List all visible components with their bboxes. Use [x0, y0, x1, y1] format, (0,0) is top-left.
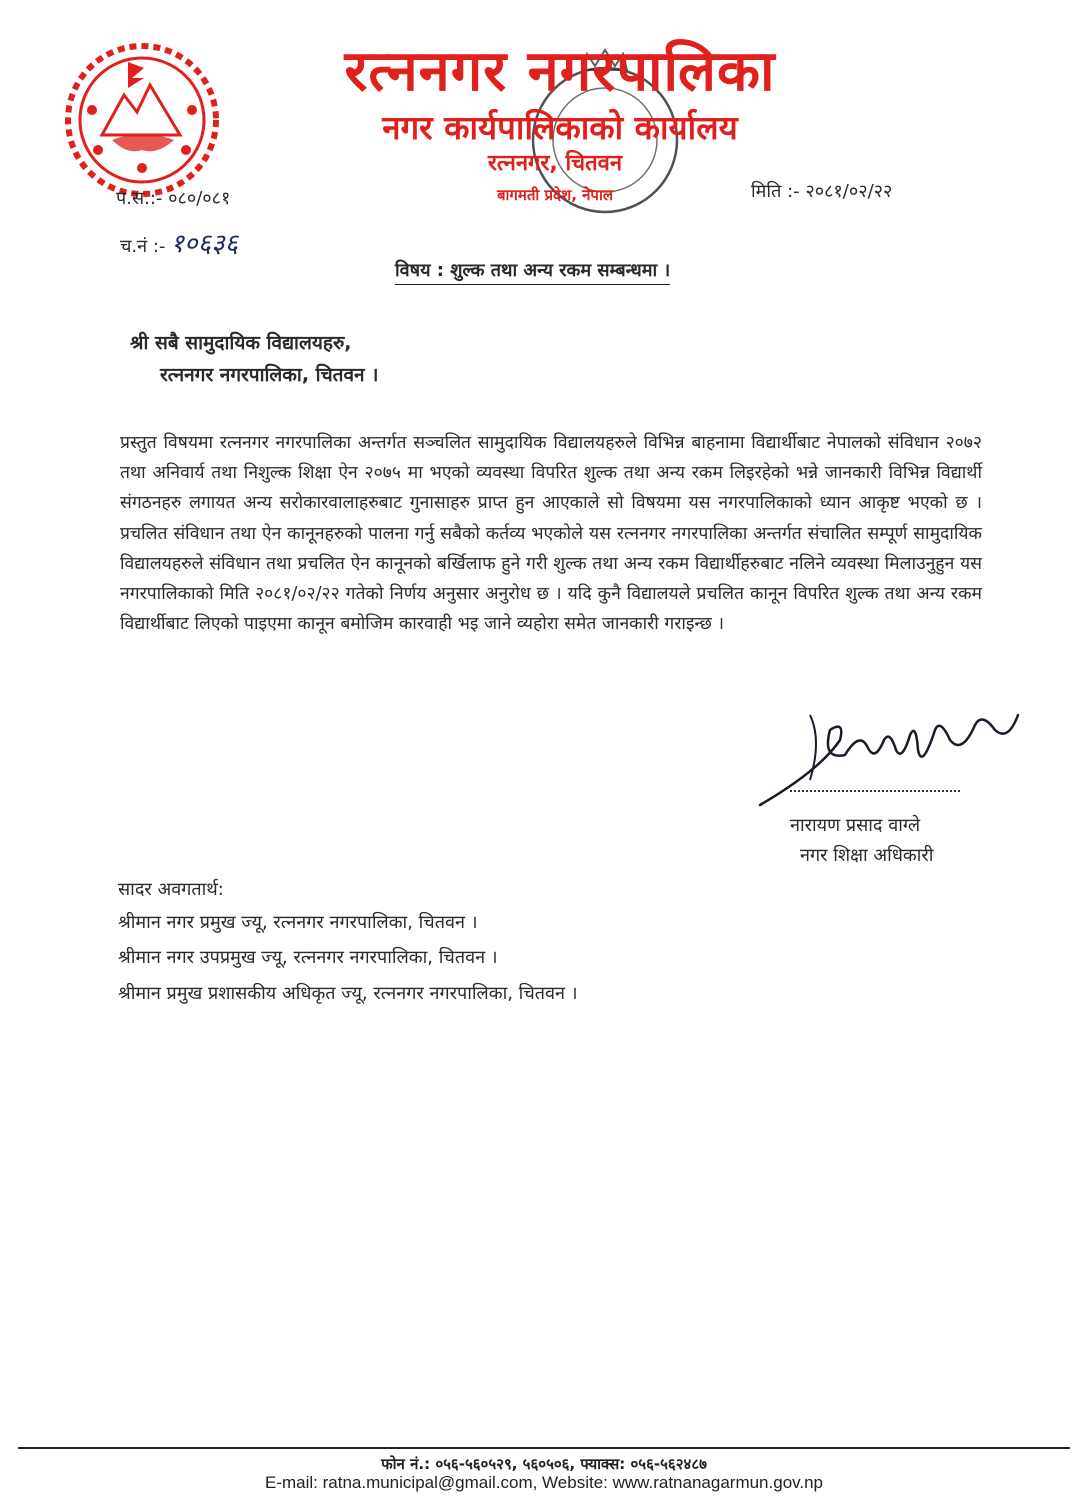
- addressee-line-1: श्री सबै सामुदायिक विद्यालयहरु,: [130, 332, 352, 354]
- signatory-name: नारायण प्रसाद वाग्ले: [790, 815, 921, 836]
- dispatch-number-row: [120, 224, 238, 260]
- letter-subject: विषय : शुल्क तथा अन्य रकम सम्बन्धमा ।: [395, 258, 670, 285]
- signature-line: [790, 790, 960, 792]
- office-address: बागमती प्रदेश, नेपाल: [496, 186, 614, 204]
- letter-body: प्रस्तुत विषयमा रत्ननगर नगरपालिका अन्तर्गत सञ्चलित सामुदायिक विद्यालयहरुले विभिन्न बाहनामा विद्यार्थीबाट नेपालको संविधान २०७२ तथा अनिवार्य तथा निशुल्क शिक्षा ऐन २०७५ मा भएको व्यवस्था विपरित शुल्क तथा अन्य रकम लिइरहेको भन्ने जानकारी विभिन्न विद्यार्थी संगठनहरु लगायत अन्य सरोकारवालाहरुबाट गुनासाहरु प्राप्त हुन आएकाले सो विषयमा यस नगरपालिकाको ध्यान आकृष्ट भएको छ । प्रचलित संविधान तथा ऐन कानूनहरुको पालना गर्नु सबैको कर्तव्य भएकोले यस रत्ननगर नगरपालिका अन्तर्गत संचालित सम्पूर्ण सामुदायिक विद्यालयहरुले संविधान तथा प्रचलित ऐन कानूनको बर्खिलाफ हुने गरी शुल्क तथा अन्य रकम विद्यार्थीहरुबाट नलिने व्यवस्था मिलाउनुहुन यस नगरपालिकाको मिति २०८१/०२/२२ गतेको निर्णय अनुसार अनुरोध छ । यदि कुनै विद्यालयले प्रचलित कानून विपरित शुल्क तथा अन्य रकम विद्यार्थीबाट लिएको पाइएमा कानून बमोजिम कारवाही भइ जाने व्यहोरा समेत जानकारी गराइन्छ ।: [120, 433, 982, 635]
- municipality-title: रत्ननगर नगरपालिका: [344, 39, 776, 104]
- handwritten-signature-icon: [750, 700, 1040, 810]
- nepal-government-emblem-icon: [62, 40, 222, 200]
- fiscal-year: प.स.:- ०८०/०८१: [116, 188, 231, 209]
- dispatch-number: १०६३६: [170, 229, 239, 259]
- office-city: रत्ननगर, चितवन: [487, 151, 623, 176]
- footer-contact: E-mail: ratna.municipal@gmail.com, Website: www.ratnanagarmun.gov.np: [264, 1473, 824, 1492]
- footer-divider: [18, 1447, 1070, 1449]
- cc-item: श्रीमान नगर उपप्रमुख ज्यू, रत्ननगर नगरपालिका, चितवन ।: [118, 947, 498, 968]
- footer-phone: फोन नं.: ०५६-५६०५२९, ५६०५०६, फ्याक्स: ०५६-५६२४८७: [381, 1455, 707, 1473]
- cc-item: श्रीमान प्रमुख प्रशासकीय अधिकृत ज्यू, रत्ननगर नगरपालिका, चितवन ।: [118, 983, 578, 1004]
- cc-heading: सादर अवगतार्थ:: [118, 879, 224, 900]
- office-title: नगर कार्यपालिकाको कार्यालय: [382, 108, 738, 147]
- signatory-designation: नगर शिक्षा अधिकारी: [800, 845, 934, 866]
- addressee-line-2: रत्ननगर नगरपालिका, चितवन ।: [160, 364, 379, 386]
- dispatch-label: च.नं :-: [120, 236, 166, 257]
- cc-item: श्रीमान नगर प्रमुख ज्यू, रत्ननगर नगरपालिका, चितवन ।: [118, 912, 478, 933]
- letter-date: मिति :- २०८१/०२/२२: [751, 181, 893, 202]
